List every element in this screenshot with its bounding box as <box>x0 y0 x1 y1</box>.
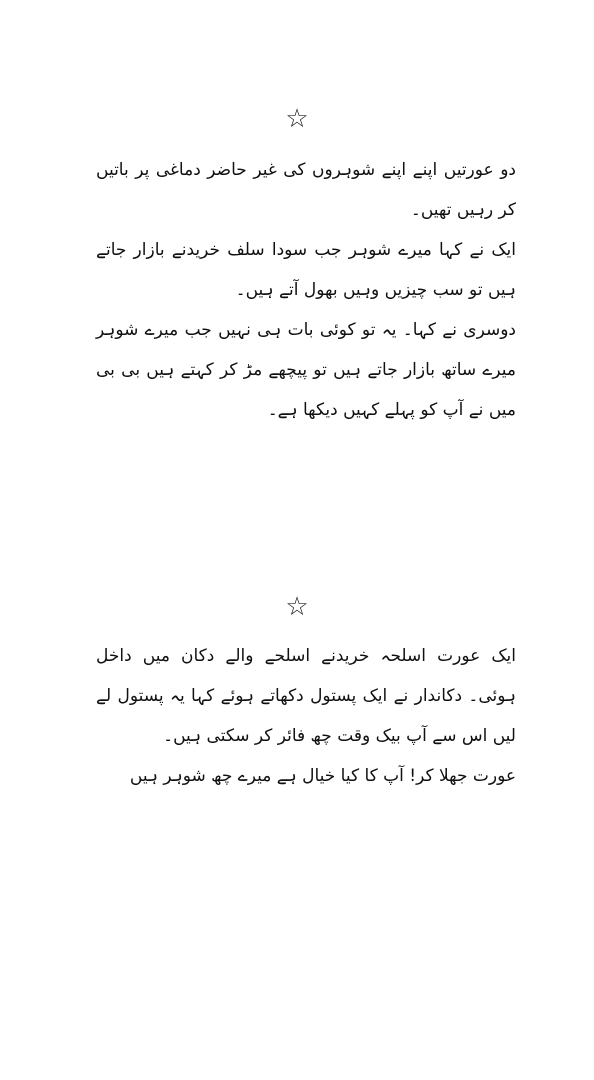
joke-1-paragraph-2: ایک نے کہا میرے شوہر جب سودا سلف خریدنے بازار جاتے ہیں تو سب چیزیں وہیں بھول آتے ہیں۔ <box>96 240 516 300</box>
joke-2-paragraph-1: ایک عورت اسلحہ خریدنے اسلحے والے دکان میں داخل ہوئی۔ دکاندار نے ایک پستول دکھاتے ہوئے کہا یہ پستول لے لیں اس سے آپ بیک وقت چھ فائر کر سکتی ہیں۔ <box>96 646 516 746</box>
joke-2 <box>96 636 516 796</box>
joke-2-paragraph-2: عورت جھلا کر! آپ کا کیا خیال ہے میرے چھ شوہر ہیں <box>129 766 516 786</box>
star-icon: ☆ <box>285 104 309 134</box>
joke-1-paragraph-1: دو عورتیں اپنے اپنے شوہروں کی غیر حاضر دماغی پر باتیں کر رہیں تھیں۔ <box>96 160 516 220</box>
joke-1 <box>96 150 516 430</box>
star-icon: ☆ <box>285 592 309 622</box>
joke-1-paragraph-3: دوسری نے کہا۔ یہ تو کوئی بات ہی نہیں جب میرے شوہر میرے ساتھ بازار جاتے ہیں تو پیچھے مڑ کر کہتے ہیں بی بی میں نے آپ کو پہلے کہیں دیکھا ہے۔ <box>96 320 516 420</box>
